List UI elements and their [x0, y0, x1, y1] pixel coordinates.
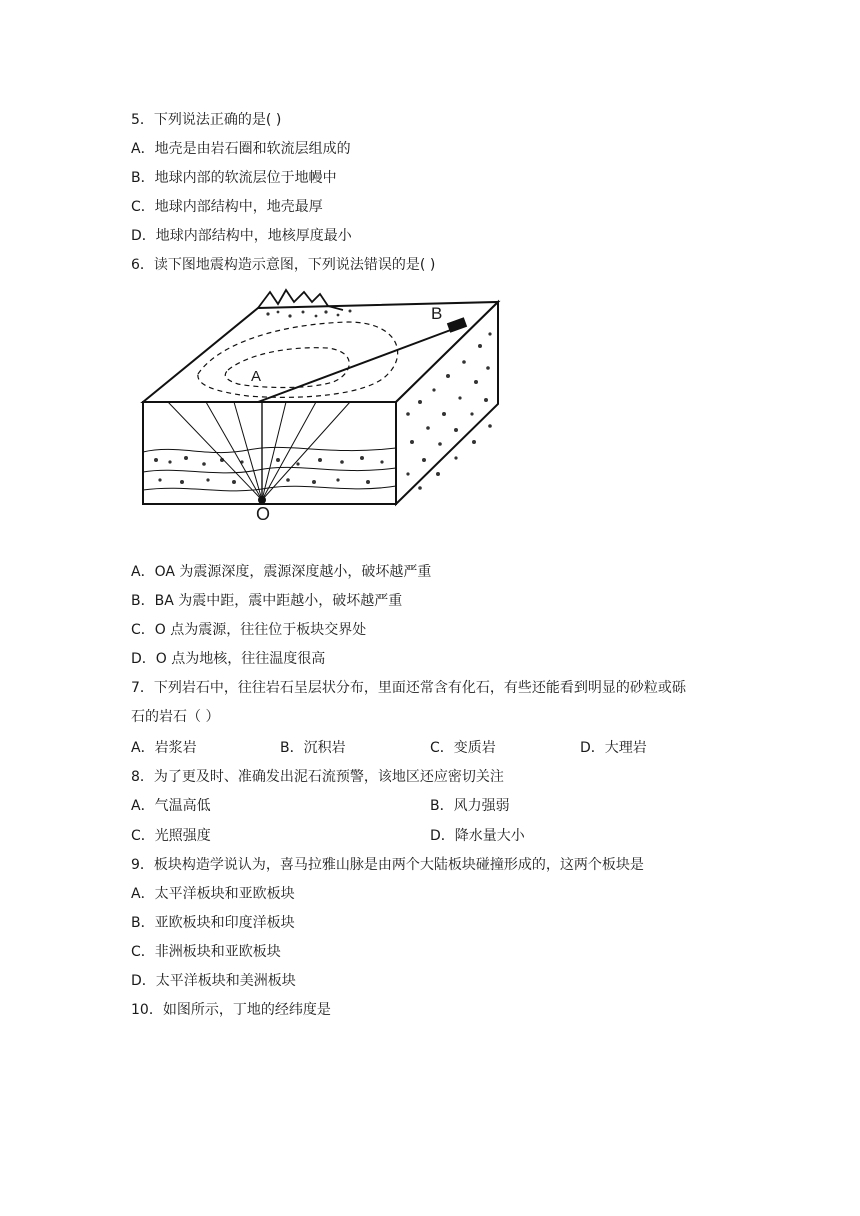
q7-stem-line1: 7．下列岩石中，往往岩石呈层状分布，里面还常含有化石，有些还能看到明显的砂粒或砾 [131, 680, 686, 696]
q7-option-a: A．岩浆岩 [131, 740, 197, 756]
q8-option-a: A．气温高低 [131, 798, 211, 814]
q7-option-c: C．变质岩 [430, 740, 496, 756]
q5-option-c: C．地球内部结构中，地壳最厚 [131, 199, 323, 215]
label-a: A [251, 368, 262, 385]
q8-option-d: D．降水量大小 [430, 828, 525, 844]
q6-option-d: D．O 点为地核，往往温度很高 [131, 651, 326, 667]
q7-option-b: B．沉积岩 [280, 740, 346, 756]
q8-stem: 8．为了更及时、准确发出泥石流预警，该地区还应密切关注 [131, 769, 504, 785]
q9-option-b: B．亚欧板块和印度洋板块 [131, 915, 295, 931]
q5-option-d: D．地球内部结构中，地核厚度最小 [131, 228, 352, 244]
q6-option-b: B．BA 为震中距，震中距越小，破坏越严重 [131, 593, 403, 609]
label-b: B [431, 304, 443, 323]
q10-stem: 10．如图所示，丁地的经纬度是 [131, 1002, 331, 1018]
q9-option-d: D．太平洋板块和美洲板块 [131, 973, 296, 989]
q5-option-a: A．地壳是由岩石圈和软流层组成的 [131, 141, 351, 157]
q6-stem: 6．读下图地震构造示意图，下列说法错误的是( ) [131, 257, 436, 273]
q6-option-a: A．OA 为震源深度，震源深度越小，破坏越严重 [131, 564, 432, 580]
q8-option-b: B．风力强弱 [430, 798, 510, 814]
q5-option-b: B．地球内部的软流层位于地幔中 [131, 170, 337, 186]
earthquake-diagram [138, 284, 508, 530]
q7-stem-line2: 石的岩石（ ） [131, 709, 220, 725]
q7-option-d: D．大理岩 [580, 740, 647, 756]
q6-option-c: C．O 点为震源，往往位于板块交界处 [131, 622, 367, 638]
q9-stem: 9．板块构造学说认为，喜马拉雅山脉是由两个大陆板块碰撞形成的，这两个板块是 [131, 857, 644, 873]
q8-option-c: C．光照强度 [131, 828, 211, 844]
label-o: O [256, 504, 271, 524]
q5-stem: 5．下列说法正确的是( ) [131, 112, 282, 128]
q9-option-c: C．非洲板块和亚欧板块 [131, 944, 281, 960]
q9-option-a: A．太平洋板块和亚欧板块 [131, 886, 295, 902]
